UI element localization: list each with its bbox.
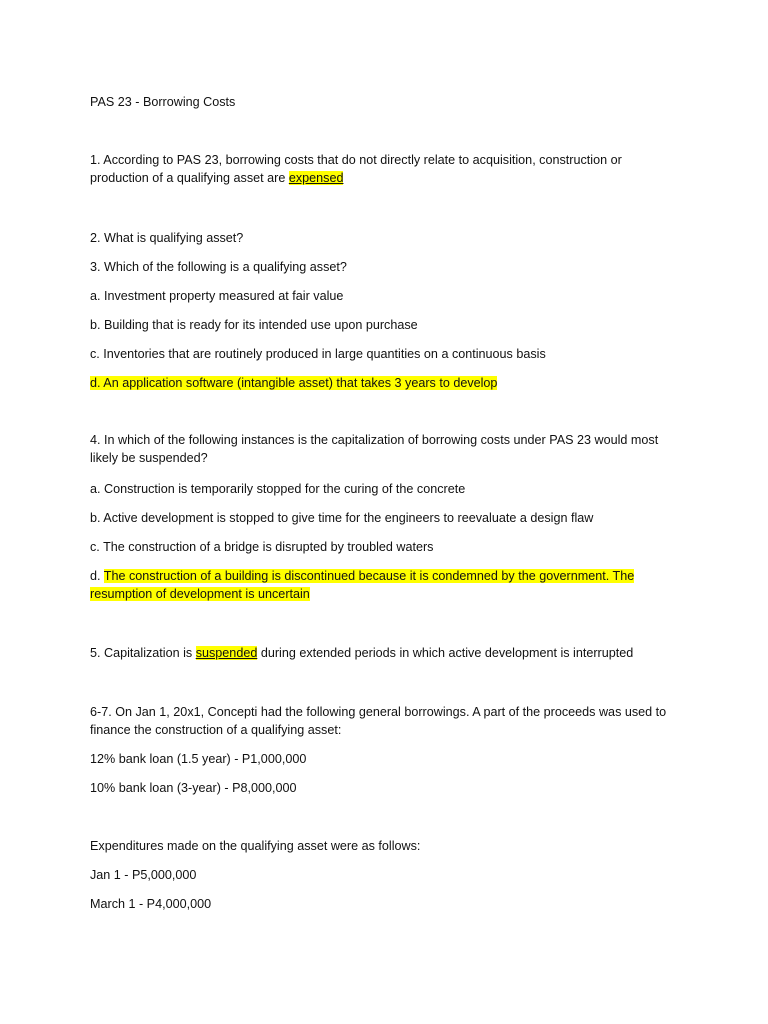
q4-option-c: c. The construction of a bridge is disrupted by troubled waters [90, 540, 434, 554]
q67-line1: 6-7. On Jan 1, 20x1, Concepti had the following general borrowings. A part of the proceeds was used to [90, 705, 667, 719]
q67-loan-2: 10% bank loan (3-year) - P8,000,000 [90, 781, 297, 795]
q67-line2: finance the construction of a qualifying asset: [90, 723, 342, 737]
q4-line1: 4. In which of the following instances is the capitalization of borrowing costs under PAS 23 would most [90, 433, 659, 447]
q1-line1: 1. According to PAS 23, borrowing costs that do not directly relate to acquisition, construction or [90, 153, 622, 167]
q3-question: 3. Which of the following is a qualifying asset? [90, 260, 347, 274]
q3-option-d [90, 374, 690, 392]
q3-answer-highlight: d. An application software (intangible asset) that takes 3 years to develop [90, 376, 498, 390]
q4-line2: likely be suspended? [90, 451, 208, 465]
q5-statement [90, 644, 690, 662]
q5-suffix: during extended periods in which active development is interrupted [257, 646, 634, 660]
q1-line2-text: production of a qualifying asset are [90, 171, 289, 185]
q3-option-b: b. Building that is ready for its intended use upon purchase [90, 318, 418, 332]
q4-option-a: a. Construction is temporarily stopped for the curing of the concrete [90, 482, 466, 496]
q4-answer-highlight-line1: The construction of a building is discontinued because it is condemned by the government. The [103, 569, 635, 583]
q4-option-d-line1 [90, 567, 690, 585]
q3-option-c: c. Inventories that are routinely produced in large quantities on a continuous basis [90, 347, 546, 361]
q4-option-d-line2 [90, 585, 690, 603]
q1-line2 [90, 169, 690, 187]
q4-option-b: b. Active development is stopped to give time for the engineers to reevaluate a design flaw [90, 511, 594, 525]
q67-expenditures-heading: Expenditures made on the qualifying asset were as follows: [90, 839, 421, 853]
q5-prefix: 5. Capitalization is [90, 646, 196, 660]
q4-answer-highlight-line2: resumption of development is uncertain [90, 587, 310, 601]
q67-expenditure-1: Jan 1 - P5,000,000 [90, 868, 197, 882]
document-title: PAS 23 - Borrowing Costs [90, 95, 236, 109]
q67-loan-1: 12% bank loan (1.5 year) - P1,000,000 [90, 752, 307, 766]
q5-answer-highlight: suspended [195, 646, 258, 660]
q67-expenditure-2: March 1 - P4,000,000 [90, 897, 212, 911]
q4-option-d-label: d. [90, 569, 104, 583]
q2-question: 2. What is qualifying asset? [90, 231, 244, 245]
q3-option-a: a. Investment property measured at fair value [90, 289, 344, 303]
q1-answer-highlight: expensed [288, 171, 344, 185]
